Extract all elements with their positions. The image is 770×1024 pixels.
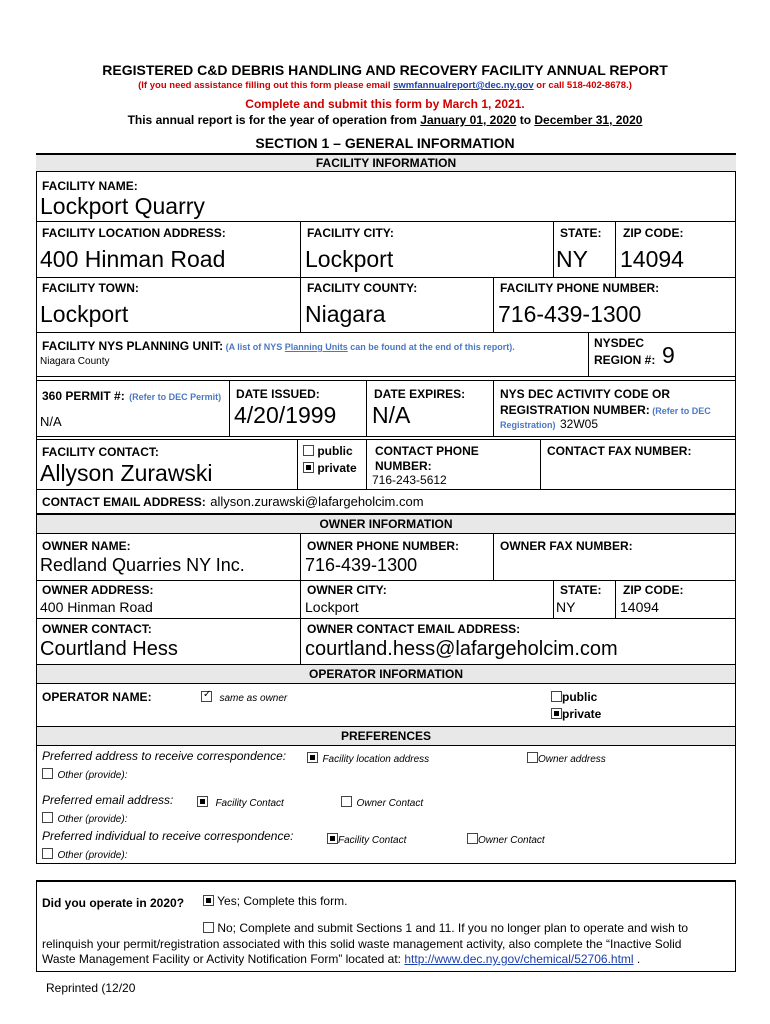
- facility-contact-field[interactable]: Allyson Zurawski: [40, 460, 213, 486]
- owner-name-field[interactable]: Redland Quarries NY Inc.: [40, 555, 245, 575]
- pref-address-other-checkbox[interactable]: [42, 768, 53, 779]
- owner-name-label: OWNER NAME:: [42, 539, 131, 553]
- contact-private-checkbox[interactable]: [303, 462, 314, 473]
- operate-no-line3-suffix: .: [633, 952, 641, 966]
- same-as-owner-option[interactable]: [201, 688, 287, 706]
- owner-band: [36, 514, 736, 534]
- pref-email-owner-label: Owner Contact: [356, 798, 424, 809]
- operate-yes-checkbox[interactable]: [203, 895, 214, 906]
- facility-phone-field[interactable]: 716-439-1300: [498, 301, 642, 327]
- facility-band-title: FACILITY INFORMATION: [315, 156, 457, 170]
- period-end: December 31, 2020: [534, 113, 643, 127]
- contact-fax-label: CONTACT FAX NUMBER:: [547, 444, 692, 458]
- operator-band-title: OPERATOR INFORMATION: [309, 667, 463, 681]
- operate-yes-label: Yes; Complete this form.: [217, 894, 348, 908]
- facility-address-label: FACILITY LOCATION ADDRESS:: [42, 226, 226, 240]
- pref-address-owner-option[interactable]: [527, 749, 606, 767]
- owner-zip-label: ZIP CODE:: [623, 583, 684, 597]
- contact-email-row: [42, 493, 424, 511]
- facility-city-field[interactable]: Lockport: [305, 246, 394, 272]
- facility-town-field[interactable]: Lockport: [40, 301, 129, 327]
- period-note: [0, 113, 770, 127]
- operator-private-label: private: [562, 707, 602, 721]
- pref-individual-other-option[interactable]: [42, 845, 127, 863]
- pref-email-owner-checkbox[interactable]: [341, 796, 352, 807]
- date-expires-field[interactable]: N/A: [372, 402, 411, 428]
- date-expires-label: DATE EXPIRES:: [374, 387, 466, 401]
- period-prefix: This annual report is for the year of operation from: [127, 113, 421, 127]
- owner-city-field[interactable]: Lockport: [305, 599, 359, 615]
- operator-name-label: OPERATOR NAME:: [42, 690, 152, 704]
- contact-private-option[interactable]: [303, 461, 357, 475]
- owner-state-label: STATE:: [560, 583, 602, 597]
- owner-email-field[interactable]: courtland.hess@lafargeholcim.com: [305, 638, 618, 660]
- contact-phone-label-1: CONTACT PHONE: [375, 444, 479, 458]
- facility-phone-label: FACILITY PHONE NUMBER:: [500, 281, 660, 295]
- date-issued-field[interactable]: 4/20/1999: [234, 402, 337, 428]
- operate-no-line2: relinquish your permit/registration associated with this solid waste management activity, also complete the “Inactive Solid: [42, 937, 682, 951]
- facility-contact-label: FACILITY CONTACT:: [42, 445, 159, 459]
- pref-address-owner-label: Owner address: [538, 754, 606, 765]
- section-title: SECTION 1 – GENERAL INFORMATION: [255, 135, 515, 151]
- pref-email-other-option[interactable]: [42, 809, 127, 827]
- contact-public-option[interactable]: [303, 444, 353, 458]
- assistance-prefix: (If you need assistance filling out this form please email: [138, 80, 394, 91]
- operate-yes-option[interactable]: [203, 894, 347, 908]
- period-start: January 01, 2020: [420, 113, 517, 127]
- operator-private-checkbox[interactable]: [551, 708, 562, 719]
- pref-address-other-label: Other (provide):: [57, 770, 128, 781]
- same-as-owner-checkbox[interactable]: [201, 691, 212, 702]
- pref-individual-owner-label: Owner Contact: [478, 835, 545, 846]
- planning-unit-field[interactable]: Niagara County: [40, 356, 110, 367]
- assistance-suffix: or call 518-402-8678.): [533, 80, 632, 91]
- operate-question: Did you operate in 2020?: [42, 896, 185, 910]
- pref-address-other-option[interactable]: [42, 765, 127, 783]
- operate-no-checkbox[interactable]: [203, 922, 214, 933]
- owner-address-label: OWNER ADDRESS:: [42, 583, 154, 597]
- pref-individual-owner-checkbox[interactable]: [467, 833, 478, 844]
- owner-city-label: OWNER CITY:: [307, 583, 387, 597]
- pref-individual-question: Preferred individual to receive correspondence:: [42, 829, 294, 843]
- operator-public-checkbox[interactable]: [551, 691, 562, 702]
- owner-address-field[interactable]: 400 Hinman Road: [40, 599, 153, 615]
- pref-email-owner-option[interactable]: [341, 793, 423, 811]
- operate-no-option[interactable]: [203, 921, 688, 935]
- operator-band: [36, 664, 736, 684]
- pref-email-facility-label: Facility Contact: [215, 798, 284, 809]
- planning-unit-label-row: [42, 337, 515, 355]
- facility-county-label: FACILITY COUNTY:: [307, 281, 418, 295]
- preferences-band: [36, 726, 736, 746]
- activity-note-2: Registration): [500, 420, 556, 430]
- facility-state-field[interactable]: NY: [556, 246, 588, 272]
- owner-state-field[interactable]: NY: [556, 599, 576, 615]
- pref-email-facility-option[interactable]: [197, 793, 284, 811]
- owner-phone-label: OWNER PHONE NUMBER:: [307, 539, 459, 553]
- operator-private-option[interactable]: [551, 707, 601, 721]
- preferences-band-title: PREFERENCES: [340, 729, 432, 743]
- region-label-1: NYSDEC: [594, 336, 645, 350]
- pref-email-other-checkbox[interactable]: [42, 812, 53, 823]
- operator-public-label: public: [562, 690, 598, 704]
- planning-unit-label: FACILITY NYS PLANNING UNIT:: [42, 339, 224, 353]
- contact-public-label: public: [317, 444, 353, 458]
- facility-state-label: STATE:: [560, 226, 602, 240]
- pref-email-other-label: Other (provide):: [57, 814, 128, 825]
- deadline-note: Complete and submit this form by March 1, 2021.: [245, 97, 525, 111]
- planning-unit-note-suffix: can be found at the end of this report).: [347, 342, 515, 352]
- pref-address-facility-checkbox[interactable]: [307, 752, 318, 763]
- planning-units-link[interactable]: Planning Units: [284, 342, 348, 352]
- pref-email-facility-checkbox[interactable]: [197, 796, 208, 807]
- facility-address-field[interactable]: 400 Hinman Road: [40, 246, 226, 272]
- owner-phone-field[interactable]: 716-439-1300: [305, 555, 418, 575]
- facility-county-field[interactable]: Niagara: [305, 301, 386, 327]
- region-label-2: REGION #:: [594, 353, 656, 367]
- activity-label-1: NYS DEC ACTIVITY CODE OR: [500, 387, 671, 401]
- planning-unit-note-prefix: (A list of NYS: [223, 342, 285, 352]
- pref-individual-facility-label: Facility Contact: [338, 835, 407, 846]
- footer-reprinted: Reprinted (12/20: [46, 981, 136, 995]
- period-mid: to: [516, 113, 535, 127]
- contact-email-label: CONTACT EMAIL ADDRESS:: [42, 495, 206, 509]
- region-field[interactable]: 9: [662, 342, 675, 368]
- pref-individual-facility-checkbox[interactable]: [327, 833, 338, 844]
- pref-address-owner-checkbox[interactable]: [527, 752, 538, 763]
- same-as-owner-label: same as owner: [219, 693, 288, 704]
- activity-row-3: [500, 415, 598, 433]
- owner-band-title: OWNER INFORMATION: [319, 517, 453, 531]
- contact-phone-field[interactable]: 716-243-5612: [372, 473, 447, 487]
- owner-email-label: OWNER CONTACT EMAIL ADDRESS:: [307, 622, 521, 636]
- form-title: REGISTERED C&D DEBRIS HANDLING AND RECOVERY FACILITY ANNUAL REPORT: [102, 62, 668, 78]
- owner-contact-label: OWNER CONTACT:: [42, 622, 152, 636]
- operator-public-option[interactable]: [551, 690, 597, 704]
- inactive-form-link[interactable]: http://www.dec.ny.gov/chemical/52706.html: [404, 952, 634, 966]
- activity-code-field[interactable]: 32W05: [559, 417, 598, 431]
- activity-note-1: (Refer to DEC: [649, 406, 711, 416]
- owner-zip-field[interactable]: 14094: [620, 599, 659, 615]
- operate-no-line3: [42, 952, 640, 966]
- activity-label-2: REGISTRATION NUMBER:: [500, 403, 650, 417]
- owner-contact-field[interactable]: Courtland Hess: [40, 638, 178, 660]
- pref-individual-other-checkbox[interactable]: [42, 848, 53, 859]
- owner-fax-label: OWNER FAX NUMBER:: [500, 539, 633, 553]
- operate-no-line1: No; Complete and submit Sections 1 and 11. If you no longer plan to operate and wish to: [217, 921, 689, 935]
- permit-label-row: [42, 387, 227, 405]
- contact-phone-label-2: NUMBER:: [375, 459, 432, 473]
- pref-individual-facility-option[interactable]: [327, 830, 406, 848]
- facility-name-label: FACILITY NAME:: [42, 179, 138, 193]
- facility-city-label: FACILITY CITY:: [307, 226, 394, 240]
- facility-name-field[interactable]: Lockport Quarry: [40, 193, 205, 219]
- facility-band: [36, 154, 736, 172]
- assistance-email-link[interactable]: swmfannualreport@dec.ny.gov: [393, 80, 534, 91]
- facility-zip-field[interactable]: 14094: [620, 246, 684, 272]
- pref-individual-other-label: Other (provide):: [57, 850, 128, 861]
- pref-address-facility-label: Facility location address: [322, 754, 430, 765]
- facility-zip-label: ZIP CODE:: [623, 226, 684, 240]
- contact-private-label: private: [317, 461, 357, 475]
- pref-individual-owner-option[interactable]: [467, 830, 545, 848]
- pref-address-facility-option[interactable]: [307, 749, 429, 767]
- pref-email-question: Preferred email address:: [42, 793, 174, 807]
- assistance-note: [0, 80, 770, 91]
- permit-label: 360 PERMIT #:: [42, 389, 125, 403]
- pref-address-question: Preferred address to receive correspondence:: [42, 749, 287, 763]
- permit-field[interactable]: N/A: [40, 414, 62, 429]
- facility-town-label: FACILITY TOWN:: [42, 281, 139, 295]
- contact-public-checkbox[interactable]: [303, 445, 314, 456]
- permit-note: (Refer to DEC Permit): [129, 392, 222, 402]
- operate-no-line3-prefix: Waste Management Facility or Activity Notification Form” located at:: [42, 952, 405, 966]
- contact-email-field[interactable]: allyson.zurawski@lafargeholcim.com: [210, 494, 424, 509]
- date-issued-label: DATE ISSUED:: [236, 387, 320, 401]
